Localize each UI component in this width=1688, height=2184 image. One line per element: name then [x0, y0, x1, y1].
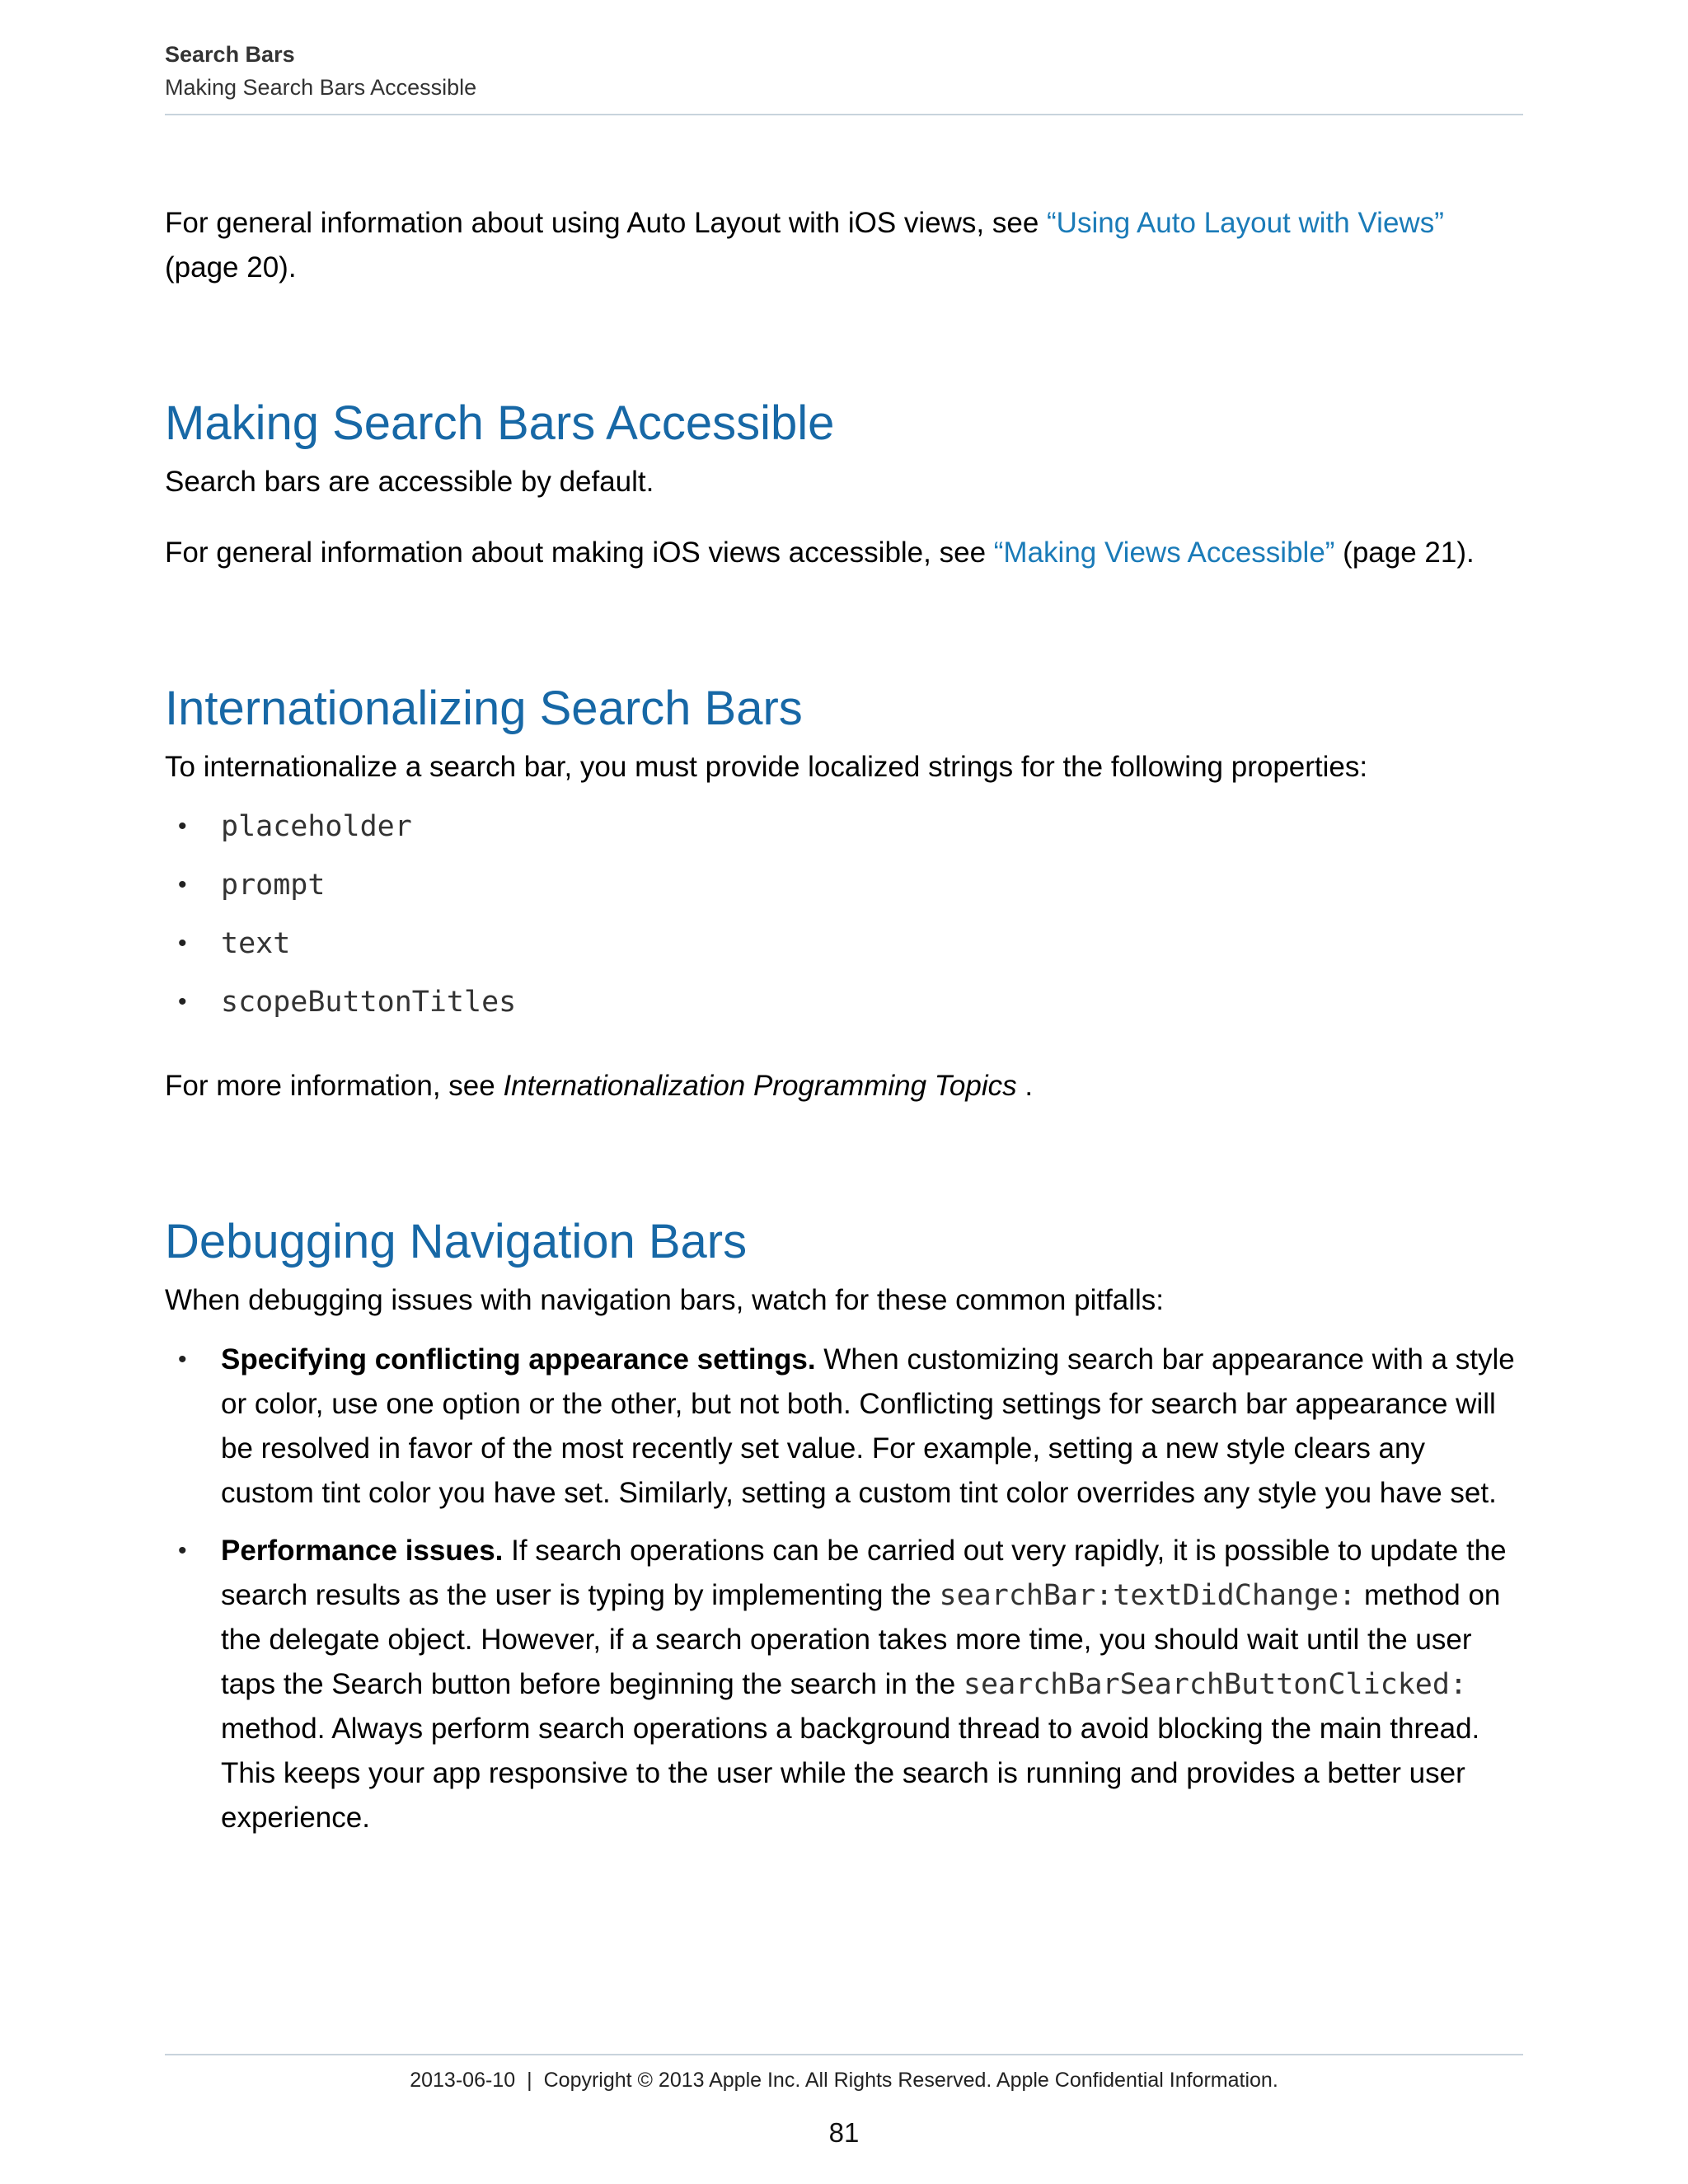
- accessible-paragraph-2: [165, 531, 1523, 575]
- list-item: [165, 980, 1523, 1024]
- accessible-text: For general information about making iOS views accessible, see: [165, 537, 994, 569]
- bullet-icon: •: [178, 813, 187, 840]
- list-item: [165, 863, 1523, 907]
- intl-paragraph: To internationalize a search bar, you must provide localized strings for the following properties:: [165, 751, 1368, 783]
- list-item: [165, 921, 1523, 966]
- intl-topics-title: Internationalization Programming Topics: [503, 1070, 1017, 1102]
- intro-paragraph: [165, 201, 1523, 290]
- footer-copyright: Copyright © 2013 Apple Inc. All Rights Reserved. Apple Confidential Information.: [543, 2069, 1278, 2092]
- property-name: scopeButtonTitles: [221, 986, 517, 1019]
- bullet-icon: •: [178, 1346, 187, 1373]
- method-name: searchBarSearchButtonClicked:: [963, 1668, 1468, 1701]
- bullet-icon: •: [178, 1537, 187, 1564]
- footer-date: 2013-06-10: [410, 2069, 516, 2092]
- property-name: prompt: [221, 869, 326, 902]
- bullet-icon: •: [178, 871, 187, 898]
- making-views-accessible-link[interactable]: “Making Views Accessible”: [993, 537, 1335, 569]
- pitfall-text: method. Always perform search operations a background thread to avoid blocking the main thread. This keeps your app responsive to the user while the search is running and provides a better user experience.: [221, 1713, 1480, 1834]
- more-info-paragraph: [165, 1064, 1523, 1108]
- accessible-page-ref: (page 21).: [1334, 537, 1475, 569]
- more-info-text: For more information, see: [165, 1070, 504, 1102]
- footer-separator: |: [527, 2069, 532, 2092]
- heading-internationalizing: Internationalizing Search Bars: [165, 682, 803, 735]
- heading-making-accessible: Making Search Bars Accessible: [165, 396, 835, 450]
- header-section-title: Making Search Bars Accessible: [165, 75, 477, 100]
- list-item: [165, 1529, 1523, 1840]
- list-item: [165, 1338, 1523, 1516]
- page-number: 81: [828, 2117, 860, 2148]
- accessible-paragraph-1: Search bars are accessible by default.: [165, 466, 654, 498]
- list-item: [165, 804, 1523, 849]
- running-header: [165, 38, 476, 104]
- footer: [0, 2065, 1688, 2095]
- properties-list: [165, 804, 1523, 1024]
- pitfall-text: When customizing search bar appearance with a style or color, use one option or the other, but not both. Conflicting settings for search bar appearance will be resolved in favor of the most recently set value. For example, setting a new style clears any custom tint color you have set. Similarly, setting a custom tint color overrides any style you have set.: [221, 1343, 1515, 1509]
- property-name: text: [221, 927, 291, 960]
- pitfall-title: Performance issues.: [221, 1535, 504, 1567]
- page-content: [165, 201, 1523, 1854]
- intro-text: For general information about using Auto Layout with iOS views, see: [165, 207, 1048, 239]
- method-name: searchBar:textDidChange:: [939, 1579, 1357, 1612]
- pitfall-title: Specifying conflicting appearance settings.: [221, 1343, 816, 1376]
- debug-paragraph: When debugging issues with navigation bars, watch for these common pitfalls:: [165, 1284, 1165, 1316]
- header-chapter-title: Search Bars: [165, 42, 295, 67]
- more-info-end: .: [1016, 1070, 1034, 1102]
- header-divider: [165, 114, 1523, 115]
- bullet-icon: •: [178, 930, 187, 957]
- intro-page-ref: (page 20).: [165, 251, 297, 284]
- footer-divider: [165, 2054, 1523, 2055]
- pitfalls-list: [165, 1338, 1523, 1840]
- property-name: placeholder: [221, 810, 412, 843]
- pitfall-text: If search operations can be carried out very rapidly, it is possible to update the search results as the user is typing by implementing the: [221, 1535, 1507, 1611]
- auto-layout-link[interactable]: “Using Auto Layout with Views”: [1047, 207, 1444, 239]
- heading-debugging: Debugging Navigation Bars: [165, 1215, 748, 1268]
- pitfall-text: method on the delegate object. However, if a search operation takes more time, you should wait until the user taps the Search button before beginning the search in the: [221, 1579, 1501, 1700]
- bullet-icon: •: [178, 988, 187, 1015]
